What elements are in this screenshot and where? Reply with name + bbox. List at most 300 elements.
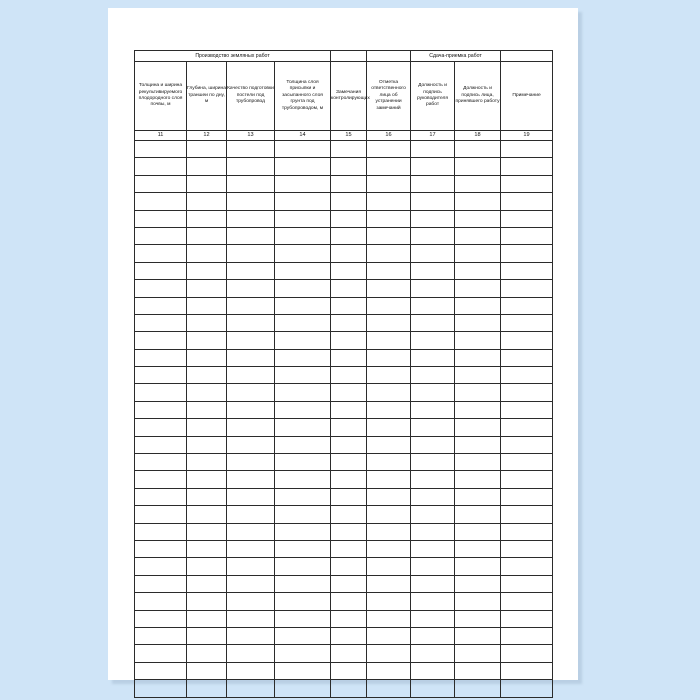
table-cell[interactable] [275,210,331,227]
table-cell[interactable] [411,175,455,192]
table-cell[interactable] [227,158,275,175]
table-cell[interactable] [275,141,331,158]
table-cell[interactable] [331,645,367,662]
table-cell[interactable] [227,610,275,627]
table-cell[interactable] [227,680,275,697]
table-cell[interactable] [501,488,553,505]
table-cell[interactable] [187,175,227,192]
table-cell[interactable] [275,680,331,697]
table-cell[interactable] [135,627,187,644]
table-cell[interactable] [411,680,455,697]
table-cell[interactable] [367,558,411,575]
table-cell[interactable] [411,245,455,262]
table-cell[interactable] [411,280,455,297]
table-cell[interactable] [187,349,227,366]
table-cell[interactable] [455,558,501,575]
table-cell[interactable] [367,471,411,488]
table-cell[interactable] [187,506,227,523]
table-cell[interactable] [455,314,501,331]
table-cell[interactable] [455,593,501,610]
table-cell[interactable] [501,627,553,644]
table-cell[interactable] [275,558,331,575]
table-cell[interactable] [501,280,553,297]
table-cell[interactable] [227,297,275,314]
column-title-19: Примечание [501,62,553,131]
table-cell[interactable] [411,593,455,610]
table-cell[interactable] [187,141,227,158]
table-cell[interactable] [455,367,501,384]
table-cell[interactable] [227,210,275,227]
table-cell[interactable] [501,645,553,662]
table-cell[interactable] [455,227,501,244]
table-cell[interactable] [331,488,367,505]
table-row [135,419,553,436]
table-cell[interactable] [367,314,411,331]
table-cell[interactable] [275,436,331,453]
table-cell[interactable] [331,540,367,557]
table-cell[interactable] [227,523,275,540]
table-cell[interactable] [455,210,501,227]
table-cell[interactable] [501,210,553,227]
table-cell[interactable] [275,158,331,175]
table-cell[interactable] [275,540,331,557]
table-cell[interactable] [501,558,553,575]
table-cell[interactable] [187,610,227,627]
table-cell[interactable] [187,419,227,436]
table-cell[interactable] [331,662,367,679]
table-cell[interactable] [135,280,187,297]
table-cell[interactable] [331,419,367,436]
table-cell[interactable] [331,245,367,262]
table-cell[interactable] [411,314,455,331]
table-cell[interactable] [187,401,227,418]
table-cell[interactable] [187,680,227,697]
table-cell[interactable] [367,593,411,610]
table-cell[interactable] [187,558,227,575]
table-cell[interactable] [331,454,367,471]
table-cell[interactable] [411,262,455,279]
table-cell[interactable] [331,436,367,453]
table-cell[interactable] [227,627,275,644]
table-cell[interactable] [367,262,411,279]
table-cell[interactable] [501,193,553,210]
table-cell[interactable] [275,280,331,297]
table-cell[interactable] [227,488,275,505]
table-cell[interactable] [367,419,411,436]
table-cell[interactable] [367,680,411,697]
table-cell[interactable] [501,384,553,401]
table-cell[interactable] [501,680,553,697]
table-cell[interactable] [187,280,227,297]
table-cell[interactable] [367,523,411,540]
table-cell[interactable] [187,454,227,471]
table-cell[interactable] [187,245,227,262]
table-cell[interactable] [455,610,501,627]
table-cell[interactable] [331,210,367,227]
table-cell[interactable] [411,488,455,505]
table-cell[interactable] [367,332,411,349]
table-cell[interactable] [367,575,411,592]
table-cell[interactable] [455,627,501,644]
table-cell[interactable] [455,401,501,418]
table-cell[interactable] [501,349,553,366]
table-cell[interactable] [227,227,275,244]
table-cell[interactable] [411,419,455,436]
table-cell[interactable] [331,506,367,523]
table-cell[interactable] [455,158,501,175]
table-cell[interactable] [411,540,455,557]
table-cell[interactable] [275,401,331,418]
table-cell[interactable] [135,680,187,697]
table-cell[interactable] [331,175,367,192]
table-cell[interactable] [187,227,227,244]
table-cell[interactable] [331,523,367,540]
table-cell[interactable] [135,558,187,575]
table-cell[interactable] [367,210,411,227]
table-cell[interactable] [275,332,331,349]
table-cell[interactable] [455,436,501,453]
table-cell[interactable] [367,297,411,314]
table-cell[interactable] [187,262,227,279]
table-cell[interactable] [411,436,455,453]
table-cell[interactable] [501,523,553,540]
table-cell[interactable] [455,349,501,366]
table-cell[interactable] [331,193,367,210]
table-cell[interactable] [275,627,331,644]
table-cell[interactable] [501,332,553,349]
table-cell[interactable] [501,575,553,592]
table-cell[interactable] [411,210,455,227]
table-cell[interactable] [367,193,411,210]
table-cell[interactable] [411,471,455,488]
table-cell[interactable] [455,506,501,523]
table-cell[interactable] [455,645,501,662]
table-cell[interactable] [367,141,411,158]
table-cell[interactable] [367,662,411,679]
table-cell[interactable] [135,332,187,349]
table-cell[interactable] [227,314,275,331]
table-cell[interactable] [367,245,411,262]
table-cell[interactable] [411,384,455,401]
table-cell[interactable] [331,384,367,401]
table-cell[interactable] [501,662,553,679]
table-cell[interactable] [367,280,411,297]
table-cell[interactable] [135,297,187,314]
table-cell[interactable] [411,645,455,662]
table-cell[interactable] [187,645,227,662]
table-cell[interactable] [331,367,367,384]
table-cell[interactable] [367,506,411,523]
table-cell[interactable] [455,523,501,540]
table-cell[interactable] [187,158,227,175]
table-cell[interactable] [275,314,331,331]
table-cell[interactable] [501,245,553,262]
table-cell[interactable] [367,349,411,366]
table-cell[interactable] [367,488,411,505]
table-cell[interactable] [411,506,455,523]
table-row [135,314,553,331]
table-cell[interactable] [331,227,367,244]
table-cell[interactable] [501,367,553,384]
table-cell[interactable] [227,662,275,679]
table-cell[interactable] [135,662,187,679]
table-cell[interactable] [135,488,187,505]
table-cell[interactable] [367,175,411,192]
table-cell[interactable] [275,262,331,279]
table-cell[interactable] [135,314,187,331]
table-cell[interactable] [501,454,553,471]
table-cell[interactable] [135,367,187,384]
table-cell[interactable] [275,454,331,471]
table-cell[interactable] [135,349,187,366]
table-cell[interactable] [227,175,275,192]
table-cell[interactable] [501,471,553,488]
table-cell[interactable] [331,401,367,418]
table-cell[interactable] [367,454,411,471]
table-cell[interactable] [135,645,187,662]
table-cell[interactable] [275,419,331,436]
table-cell[interactable] [227,558,275,575]
table-cell[interactable] [411,332,455,349]
table-cell[interactable] [135,419,187,436]
table-cell[interactable] [135,540,187,557]
table-cell[interactable] [187,367,227,384]
table-cell[interactable] [501,610,553,627]
table-cell[interactable] [331,680,367,697]
table-cell[interactable] [187,540,227,557]
table-cell[interactable] [411,158,455,175]
table-cell[interactable] [187,523,227,540]
table-cell[interactable] [227,280,275,297]
table-cell[interactable] [455,488,501,505]
table-cell[interactable] [227,454,275,471]
table-cell[interactable] [411,523,455,540]
table-cell[interactable] [331,349,367,366]
table-cell[interactable] [455,662,501,679]
table-cell[interactable] [227,575,275,592]
table-cell[interactable] [455,419,501,436]
table-cell[interactable] [501,419,553,436]
table-cell[interactable] [331,627,367,644]
table-cell[interactable] [227,141,275,158]
table-cell[interactable] [501,141,553,158]
table-cell[interactable] [275,645,331,662]
table-cell[interactable] [455,454,501,471]
table-cell[interactable] [455,245,501,262]
table-cell[interactable] [275,175,331,192]
table-cell[interactable] [135,384,187,401]
table-cell[interactable] [367,610,411,627]
table-cell[interactable] [275,575,331,592]
column-number-11: 11 [135,131,187,141]
table-cell[interactable] [411,575,455,592]
table-cell[interactable] [455,575,501,592]
column-number-17: 17 [411,131,455,141]
table-cell[interactable] [227,245,275,262]
table-row [135,575,553,592]
table-cell[interactable] [411,662,455,679]
table-cell[interactable] [331,158,367,175]
table-cell[interactable] [275,367,331,384]
table-cell[interactable] [135,262,187,279]
table-cell[interactable] [331,141,367,158]
table-cell[interactable] [135,141,187,158]
table-cell[interactable] [501,540,553,557]
table-cell[interactable] [227,436,275,453]
table-cell[interactable] [135,454,187,471]
table-cell[interactable] [455,680,501,697]
table-cell[interactable] [455,297,501,314]
table-cell[interactable] [227,193,275,210]
table-cell[interactable] [411,454,455,471]
table-cell[interactable] [135,610,187,627]
table-cell[interactable] [275,245,331,262]
table-cell[interactable] [275,297,331,314]
table-cell[interactable] [187,488,227,505]
table-cell[interactable] [275,471,331,488]
table-cell[interactable] [501,314,553,331]
table-cell[interactable] [411,193,455,210]
table-row [135,227,553,244]
table-cell[interactable] [367,645,411,662]
table-group-header-row [135,51,553,62]
table-cell[interactable] [331,610,367,627]
table-cell[interactable] [331,262,367,279]
table-cell[interactable] [135,471,187,488]
table-cell[interactable] [411,297,455,314]
table-cell[interactable] [227,471,275,488]
table-cell[interactable] [187,471,227,488]
table-cell[interactable] [501,506,553,523]
table-cell[interactable] [455,141,501,158]
table-cell[interactable] [455,175,501,192]
table-cell[interactable] [275,349,331,366]
table-cell[interactable] [455,193,501,210]
table-cell[interactable] [187,210,227,227]
table-cell[interactable] [331,297,367,314]
table-cell[interactable] [331,280,367,297]
table-cell[interactable] [501,175,553,192]
table-cell[interactable] [367,436,411,453]
table-cell[interactable] [411,349,455,366]
table-cell[interactable] [275,488,331,505]
table-cell[interactable] [331,593,367,610]
table-cell[interactable] [187,314,227,331]
table-cell[interactable] [331,314,367,331]
table-cell[interactable] [331,558,367,575]
table-cell[interactable] [135,175,187,192]
table-cell[interactable] [501,297,553,314]
table-cell[interactable] [455,471,501,488]
table-cell[interactable] [135,158,187,175]
table-cell[interactable] [275,662,331,679]
table-cell[interactable] [411,367,455,384]
column-number-16: 16 [367,131,411,141]
table-cell[interactable] [331,471,367,488]
table-cell[interactable] [227,401,275,418]
table-cell[interactable] [187,297,227,314]
table-cell[interactable] [227,262,275,279]
table-cell[interactable] [187,436,227,453]
table-cell[interactable] [367,540,411,557]
table-cell[interactable] [187,627,227,644]
table-cell[interactable] [501,436,553,453]
table-cell[interactable] [411,227,455,244]
table-cell[interactable] [411,401,455,418]
table-cell[interactable] [367,227,411,244]
table-cell[interactable] [187,593,227,610]
table-cell[interactable] [135,193,187,210]
table-cell[interactable] [411,558,455,575]
table-cell[interactable] [367,384,411,401]
table-cell[interactable] [135,506,187,523]
table-cell[interactable] [331,575,367,592]
table-cell[interactable] [135,401,187,418]
table-cell[interactable] [275,523,331,540]
table-cell[interactable] [135,227,187,244]
table-cell[interactable] [135,210,187,227]
table-cell[interactable] [275,593,331,610]
table-row [135,193,553,210]
table-cell[interactable] [227,645,275,662]
table-cell[interactable] [367,401,411,418]
table-cell[interactable] [367,627,411,644]
table-cell[interactable] [187,662,227,679]
table-cell[interactable] [331,332,367,349]
table-cell[interactable] [187,384,227,401]
table-row [135,384,553,401]
table-cell[interactable] [501,593,553,610]
table-cell[interactable] [227,332,275,349]
table-cell[interactable] [455,280,501,297]
table-row [135,245,553,262]
table-cell[interactable] [227,349,275,366]
table-cell[interactable] [455,384,501,401]
table-cell[interactable] [227,593,275,610]
table-cell[interactable] [227,419,275,436]
table-cell[interactable] [135,575,187,592]
table-cell[interactable] [187,575,227,592]
table-cell[interactable] [501,262,553,279]
table-cell[interactable] [275,193,331,210]
table-cell[interactable] [135,436,187,453]
table-cell[interactable] [227,540,275,557]
table-cell[interactable] [455,332,501,349]
table-cell[interactable] [501,158,553,175]
table-cell[interactable] [411,141,455,158]
table-cell[interactable] [135,593,187,610]
table-cell[interactable] [455,540,501,557]
table-cell[interactable] [411,627,455,644]
table-cell[interactable] [135,245,187,262]
table-cell[interactable] [227,506,275,523]
table-cell[interactable] [411,610,455,627]
table-cell[interactable] [367,158,411,175]
table-cell[interactable] [275,610,331,627]
table-cell[interactable] [501,401,553,418]
table-cell[interactable] [455,262,501,279]
table-cell[interactable] [275,384,331,401]
table-cell[interactable] [135,523,187,540]
table-cell[interactable] [275,227,331,244]
table-cell[interactable] [367,367,411,384]
table-cell[interactable] [227,367,275,384]
table-cell[interactable] [501,227,553,244]
table-cell[interactable] [187,193,227,210]
table-cell[interactable] [275,506,331,523]
table-cell[interactable] [227,384,275,401]
table-cell[interactable] [187,332,227,349]
